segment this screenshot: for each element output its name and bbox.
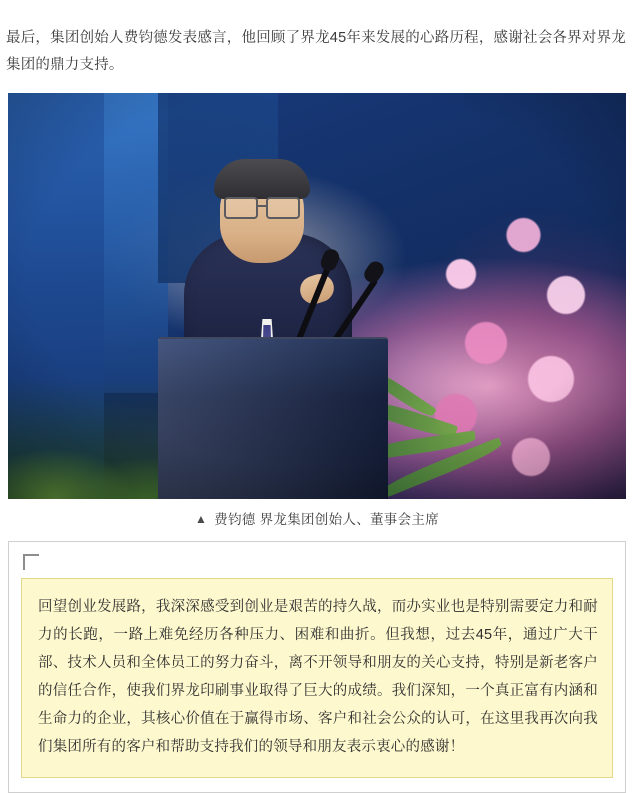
- article-page: [0, 15, 634, 755]
- photo-vignette: [8, 93, 626, 499]
- photo-scene: [8, 93, 626, 499]
- quote-text: 回望创业发展路，我深深感受到创业是艰苦的持久战，而办实业也是特别需要定力和耐力的长跑，一路上难免经历各种压力、困难和曲折。但我想，过去45年，通过广大干部、技术人员和全体员工的努力奋斗，离不开领导和朋友的关心支持，特别是新老客户的信任合作，使我们界龙印刷事业取得了巨大的成绩。我们深知，一个真正富有内涵和生命力的企业，其核心价值在于赢得市场、客户和社会公众的认可，在这里我再次向我们集团所有的客户和帮助支持我们的领导和朋友表示衷心的感谢！: [21, 578, 613, 778]
- photo-caption: [0, 508, 634, 528]
- photo-caption-text: 费钧德 界龙集团创始人、董事会主席: [214, 512, 440, 527]
- speech-photo: [8, 93, 626, 499]
- quote-container: [8, 541, 626, 793]
- intro-paragraph: 最后，集团创始人费钧德发表感言，他回顾了界龙45年来发展的心路历程，感谢社会各界对界龙集团的鼎力支持。: [6, 29, 626, 73]
- quote-open-icon: [23, 554, 39, 570]
- triangle-up-icon: ▲: [194, 512, 208, 526]
